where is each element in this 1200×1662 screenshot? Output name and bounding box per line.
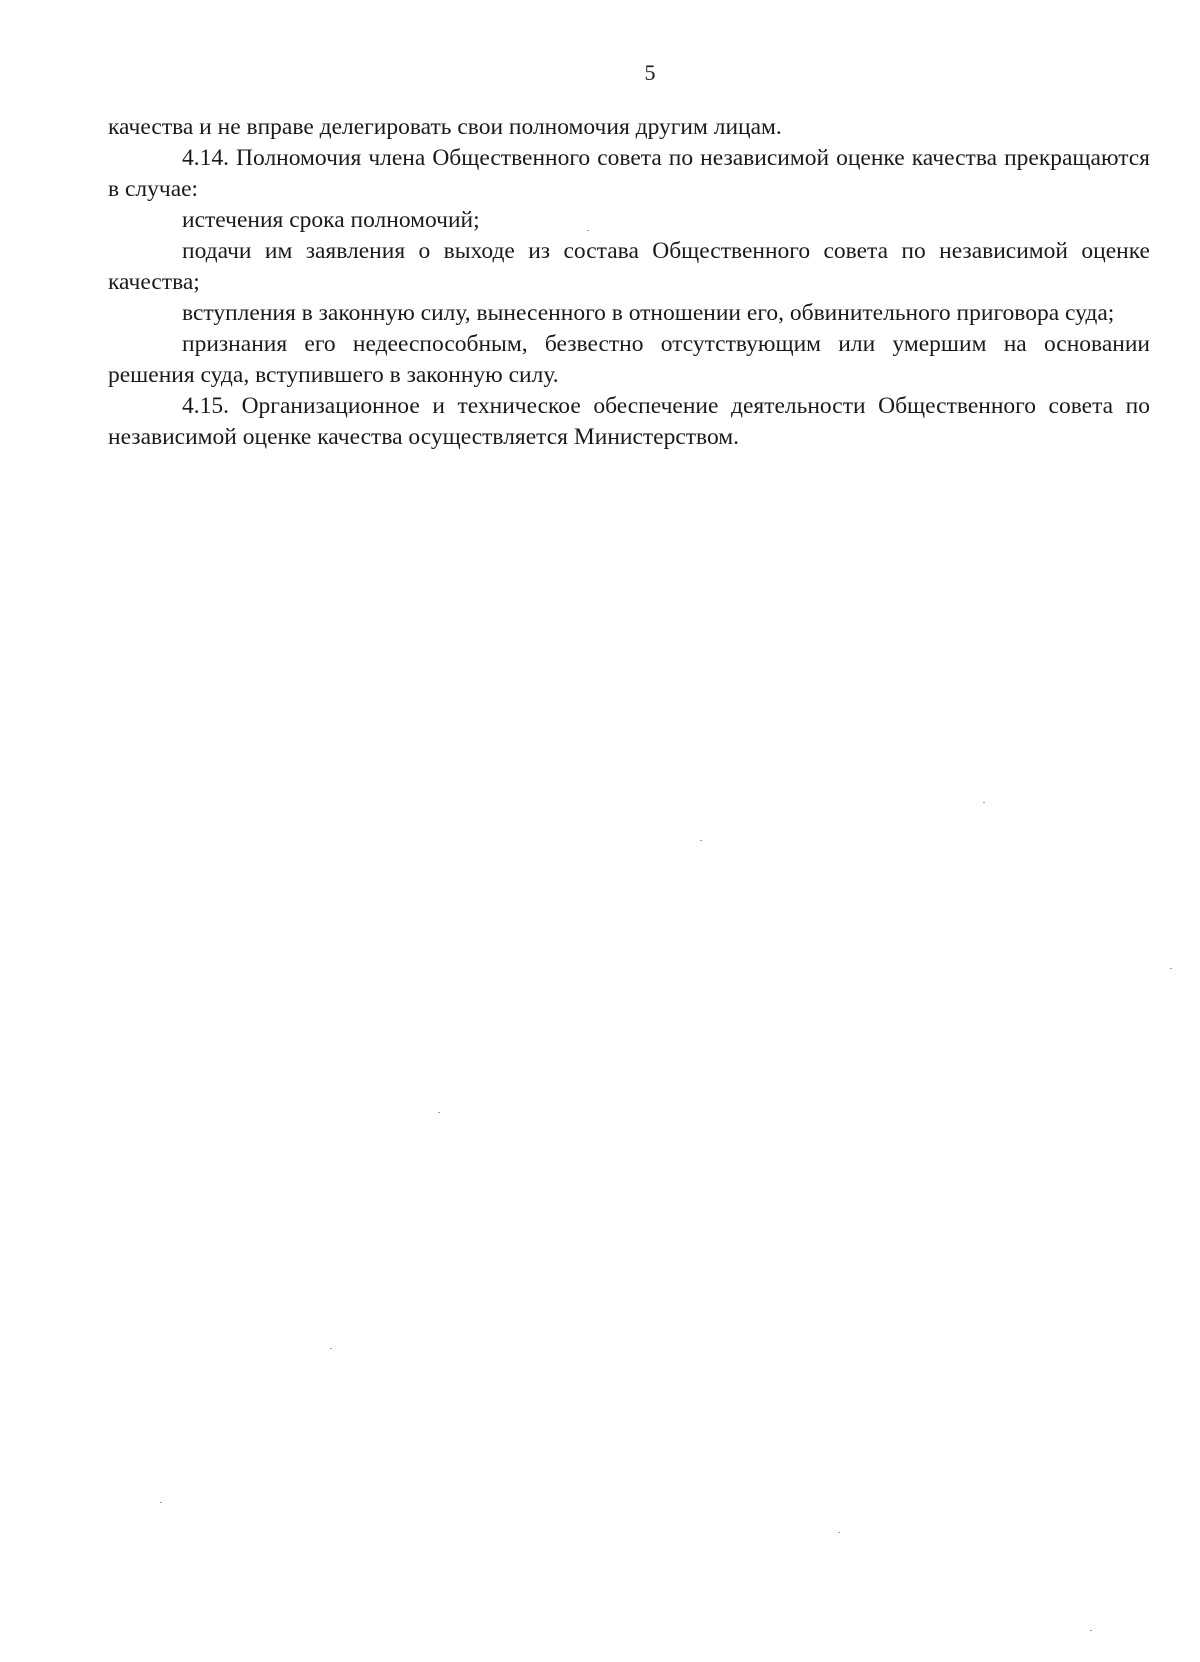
scan-speck	[1090, 1630, 1092, 1631]
scan-speck	[160, 1502, 162, 1503]
page-number: 5	[644, 60, 656, 85]
paragraph-incapacity: признания его недееспособным, безвестно отсутствующим или умершим на основании решения суда, вступившего в законную силу.	[108, 331, 1150, 388]
paragraph-resignation: подачи им заявления о выходе из состава Общественного совета по независимой оценке качества;	[108, 238, 1150, 295]
scan-speck	[838, 1532, 840, 1533]
scan-speck	[587, 230, 589, 231]
paragraph-term-expiry: истечения срока полномочий;	[182, 207, 480, 233]
scan-speck	[330, 1348, 332, 1349]
scan-speck	[438, 1112, 440, 1113]
scan-speck	[983, 802, 985, 803]
scan-speck	[1170, 968, 1172, 969]
document-body	[108, 112, 1150, 453]
paragraph-conviction: вступления в законную силу, вынесенного в отношении его, обвинительного приговора суда;	[182, 300, 1115, 326]
paragraph-4-15: 4.15. Организационное и техническое обеспечение деятельности Общественного совета по независимой оценке качества осуществляется Министерством.	[108, 393, 1150, 450]
paragraph-continuation: качества и не вправе делегировать свои полномочия другим лицам.	[108, 114, 782, 140]
paragraph-4-14: 4.14. Полномочия члена Общественного совета по независимой оценке качества прекращаются в случае:	[108, 145, 1150, 202]
scan-speck	[700, 840, 702, 841]
